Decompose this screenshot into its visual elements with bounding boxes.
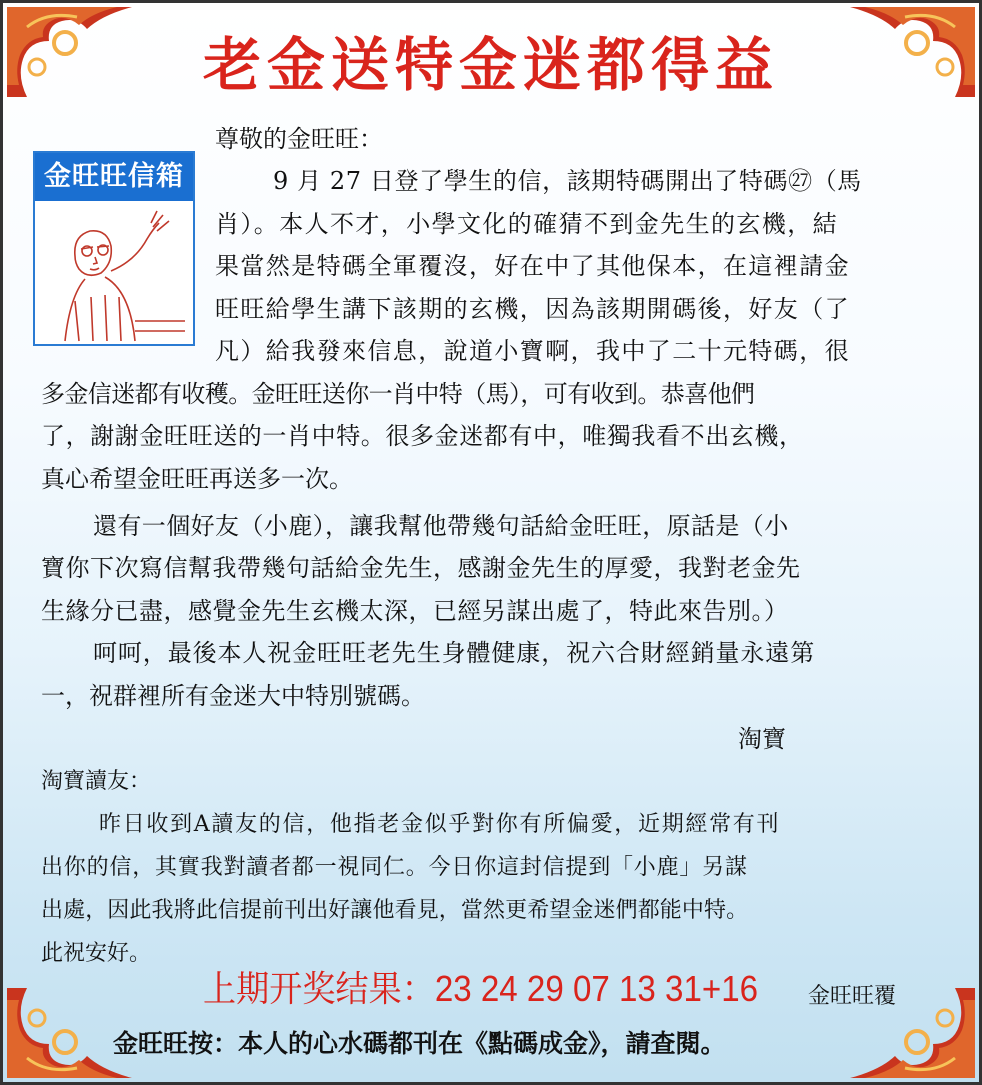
letter-salutation: 尊敬的金旺旺： (215, 125, 383, 153)
letter-line: 旺旺給學生講下該期的玄機，因為該期開碼後，好友（了 (215, 295, 850, 323)
letter-line: 多金信迷都有收穫。金旺旺送你一肖中特（馬），可有收到。恭喜他們 (41, 380, 755, 408)
mailbox-column-logo (33, 151, 195, 346)
reply-line: 昨日收到A讀友的信，他指老金似乎對你有所偏愛，近期經常有刊 (99, 812, 781, 837)
letter-line: 凡）給我發來信息，說道小寶啊，我中了二十元特碼，很 (215, 337, 850, 365)
reply-line: 此祝安好。 (41, 941, 152, 966)
letter-line: 寶你下次寫信幫我帶幾句話給金先生，感謝金先生的厚愛，我對老金先 (41, 554, 801, 582)
writer-sketch-illustration (35, 201, 193, 344)
reply-salutation: 淘寶讀友： (41, 769, 152, 794)
previous-draw-result: 上期开奖结果：23 24 29 07 13 31+16 (203, 968, 759, 1009)
letter-line: 還有一個好友（小鹿），讓我幫他帶幾句話給金旺旺，原話是（小 (93, 512, 789, 540)
reply-line: 出你的信，其實我對讀者都一視同仁。今日你這封信提到「小鹿」另謀 (41, 855, 748, 880)
letter-line: 了，謝謝金旺旺送的一肖中特。很多金迷都有中，唯獨我看不出玄機， (41, 422, 804, 450)
reply-line: 出處，因此我將此信提前刊出好讓他看見，當然更希望金迷們都能中特。 (41, 898, 749, 923)
letter-line: 9 月 27 日登了學生的信，該期特碼開出了特碼㉗（馬 (273, 167, 862, 195)
letter-line: 呵呵，最後本人祝金旺旺老先生身體健康，祝六合財經銷量永遠第 (93, 639, 816, 667)
letter-signature: 淘寶 (738, 725, 786, 753)
letter-line: 果當然是特碼全軍覆沒，好在中了其他保本，在這裡請金 (215, 252, 850, 280)
letter-line: 真心希望金旺旺再送多一次。 (41, 465, 353, 493)
headline-title: 老金送特金迷都得益 (202, 31, 779, 99)
letter-line: 一，祝群裡所有金迷大中特別號碼。 (41, 682, 425, 710)
letter-line: 肖）。本人不才，小學文化的確猜不到金先生的玄機，結 (215, 210, 838, 238)
footer-note: 金旺旺按：本人的心水碼都刊在《點碼成金》，請查閱。 (113, 1029, 726, 1058)
letter-line: 生緣分已盡，感覺金先生玄機太深，已經另謀出處了，特此來告別。） (41, 597, 789, 625)
mailbox-label: 金旺旺信箱 (35, 153, 193, 201)
reply-signature: 金旺旺覆 (808, 984, 897, 1009)
